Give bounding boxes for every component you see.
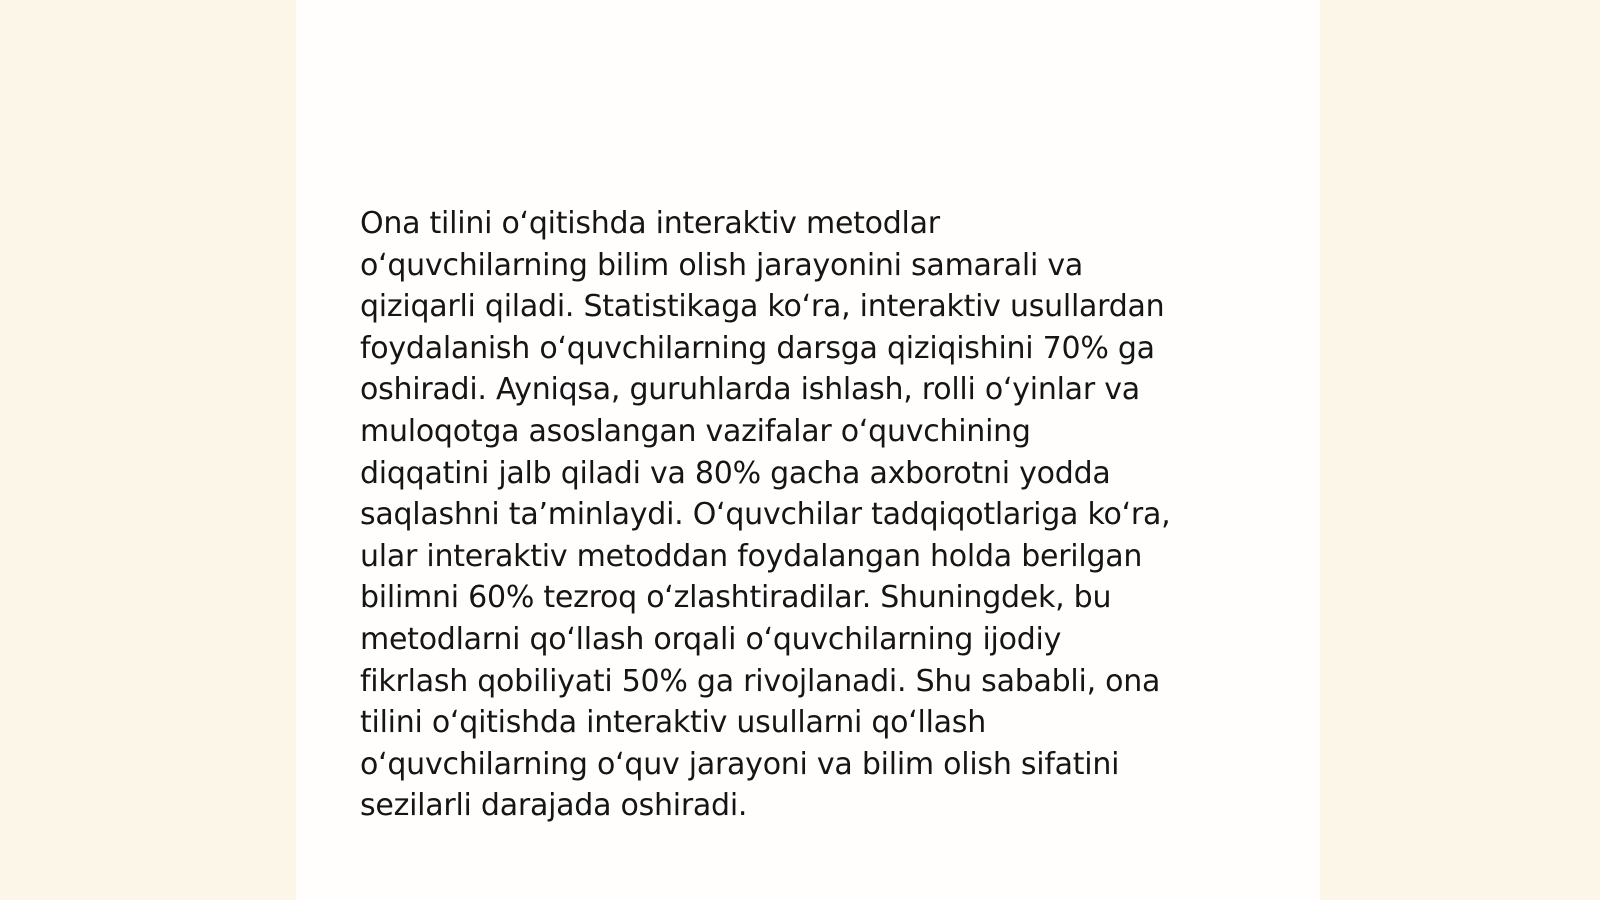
paragraph-line: sezilarli darajada oshiradi. [360,788,748,824]
paragraph-line: tilini o‘qitishda interaktiv usullarni qo‘llash [360,705,986,741]
paragraph-line: diqqatini jalb qiladi va 80% gacha axborotni yodda [360,455,1111,491]
body-paragraph [360,203,1260,827]
paragraph-line: oshiradi. Ayniqsa, guruhlarda ishlash, rolli o‘yinlar va [360,372,1140,408]
paragraph-line: bilimni 60% tezroq o‘zlashtiradilar. Shuningdek, bu [360,580,1112,616]
paragraph-line: o‘quvchilarning bilim olish jarayonini samarali va [360,247,1083,283]
paragraph-line: metodlarni qo‘llash orqali o‘quvchilarning ijodiy [360,621,1062,657]
paragraph-line: fikrlash qobiliyati 50% ga rivojlanadi. Shu sababli, ona [360,663,1161,699]
slide-page [296,0,1320,900]
paragraph-line: saqlashni ta’minlaydi. O‘quvchilar tadqiqotlariga ko‘ra, [360,497,1171,533]
paragraph-line: o‘quvchilarning o‘quv jarayoni va bilim olish sifatini [360,746,1120,782]
paragraph-line: Ona tilini o‘qitishda interaktiv metodlar [360,206,940,241]
paragraph-line: foydalanish o‘quvchilarning darsga qiziqishini 70% ga [360,330,1155,366]
paragraph-line: ular interaktiv metoddan foydalangan holda berilgan [360,538,1143,574]
paragraph-line: muloqotga asoslangan vazifalar o‘quvchining [360,413,1031,449]
paragraph-line: qiziqarli qiladi. Statistikaga ko‘ra, interaktiv usullardan [360,289,1165,325]
